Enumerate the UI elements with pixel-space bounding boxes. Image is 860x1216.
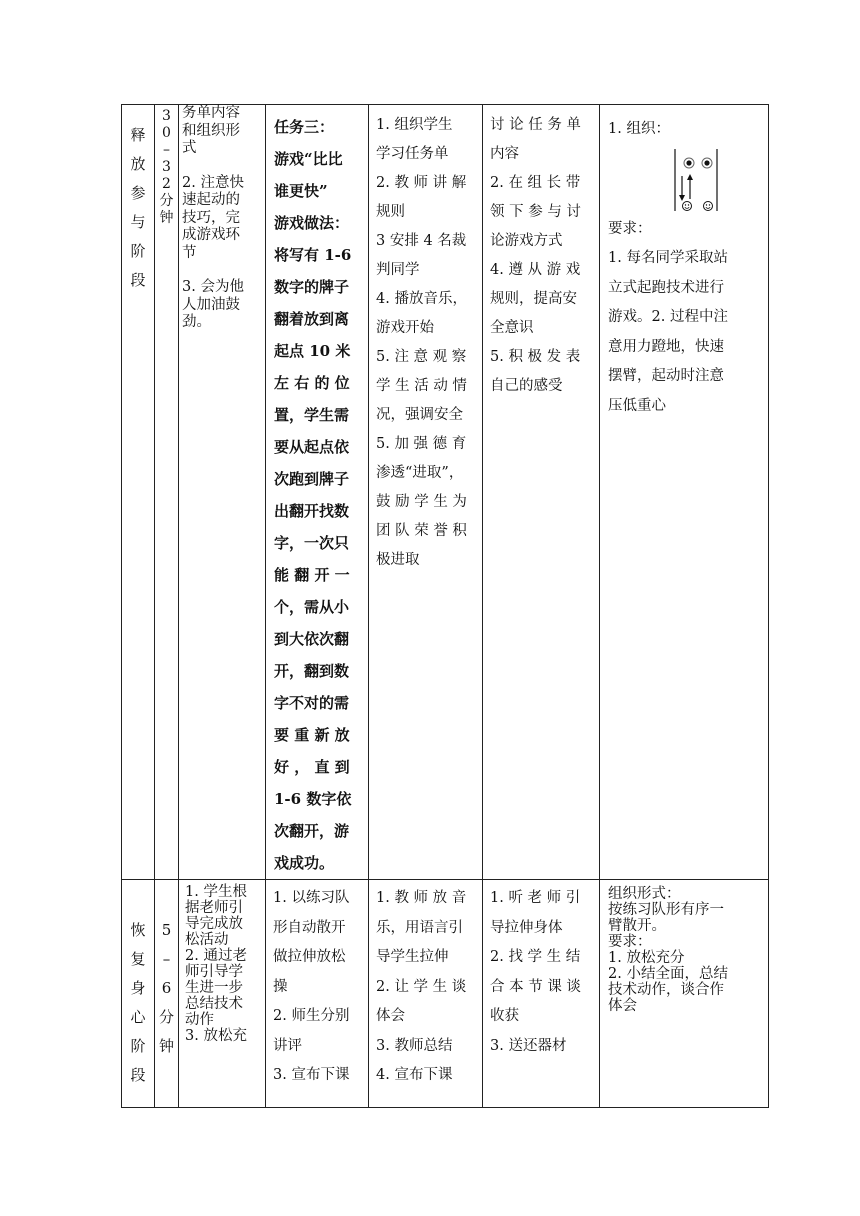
cell-line: 3. 送还器材 <box>490 1037 567 1054</box>
cell-line: 鼓 励 学 生 为 <box>376 494 467 510</box>
cell-line: 游戏开始 <box>376 320 434 336</box>
cell-line: 3. 会为他 <box>182 279 244 295</box>
cell-line: 讲评 <box>273 1037 302 1054</box>
cell-line: 3 安排 4 名裁 <box>376 233 467 249</box>
cell-line: 5. 注 意 观 察 <box>376 349 467 365</box>
time-cell <box>155 105 179 880</box>
vertical-char: 5 <box>161 921 172 939</box>
cell-line: 1. 听 老 师 引 <box>490 890 581 906</box>
cell-line: 游戏。2. 过程中注 <box>608 309 728 325</box>
cell-line: 2. 找 学 生 结 <box>490 949 581 965</box>
cell-line: 成游戏环 <box>182 227 240 243</box>
cell-line: 字不对的需 <box>274 694 350 712</box>
cell-line: 次跑到牌子 <box>274 470 350 488</box>
cell-line: 式 <box>182 140 197 156</box>
cell-line: 生进一步 <box>185 980 243 996</box>
vertical-char: 分 <box>159 193 174 209</box>
cell-line: 1. 放松充分 <box>608 950 685 966</box>
cell-line: 松活动 <box>185 932 229 948</box>
vertical-char: 与 <box>130 213 146 231</box>
cell-line: 渗透“进取”， <box>376 465 464 481</box>
cell-line: 况，强调安全 <box>376 407 463 423</box>
cell-line: 1-6 数字依 <box>274 790 352 808</box>
cell-line: 2. 师生分别 <box>273 1008 350 1024</box>
cell-line: 学习任务单 <box>376 146 449 162</box>
cell-line: 1. 每名同学采取站 <box>608 250 728 266</box>
cell-line: 2. 在 组 长 带 <box>490 175 581 191</box>
cell-line: 师引导学 <box>185 964 243 980</box>
cell-line: 立式起跑技术进行 <box>608 279 724 296</box>
cell-line: 领 下 参 与 讨 <box>490 204 581 220</box>
cell-line: 规则，提高安 <box>490 291 577 307</box>
cell-line: 要求： <box>608 934 652 950</box>
cell-line: 游戏“比比 <box>274 150 343 168</box>
cell-line: 动作 <box>185 1012 214 1028</box>
cell-line: 操 <box>273 978 288 995</box>
vertical-char: 复 <box>130 950 146 968</box>
cell-line: 收获 <box>490 1008 519 1024</box>
cell-line: 合 本 节 课 谈 <box>490 978 581 995</box>
organization-cell <box>600 880 769 1108</box>
cell-line: 2. 教 师 讲 解 <box>376 175 467 191</box>
cell-line <box>182 262 262 279</box>
cell-line: 个，需从小 <box>274 598 350 616</box>
cell-line: 体会 <box>608 998 637 1014</box>
cell-line: 组织形式： <box>608 886 681 902</box>
cell-line: 节 <box>182 244 197 261</box>
cell-line: 技术动作，谈合作 <box>608 982 724 998</box>
cell-line: 论游戏方式 <box>490 233 563 249</box>
teacher-activity-cell <box>369 880 483 1108</box>
vertical-char: 阶 <box>130 1037 146 1055</box>
cell-line: 5. 积 极 发 表 <box>490 349 581 365</box>
cell-line: 3. 放松充 <box>185 1028 247 1044</box>
cell-line: 乐，用语言引 <box>376 919 463 936</box>
vertical-char: 心 <box>130 1008 146 1026</box>
cell-line: 压低重心 <box>608 397 666 414</box>
cell-line: 速起动的 <box>182 192 240 208</box>
cell-line: 好 ， 直 到 <box>274 758 350 776</box>
cell-line: 规则 <box>376 204 405 220</box>
cell-line: 出翻开找数 <box>274 502 350 520</box>
cell-line: 做拉伸放松 <box>273 949 346 965</box>
cell-line: 意用力蹬地，快速 <box>608 338 724 355</box>
cell-line: 和组织形 <box>182 122 240 139</box>
relay-formation-diagram <box>672 149 724 215</box>
cell-line: 1. 组织学生 <box>376 117 453 133</box>
cell-line: 务单内容 <box>182 105 240 121</box>
vertical-char: 段 <box>130 1066 146 1084</box>
cell-line: 将写有 1-6 <box>274 246 352 264</box>
cell-line: 戏成功。 <box>274 854 335 872</box>
cell-line: 数字的牌子 <box>274 278 350 296</box>
cell-line: 翻着放到离 <box>274 310 350 328</box>
cell-line: 劲。 <box>182 314 211 330</box>
goals-cell <box>179 880 266 1108</box>
student-activity-cell <box>483 105 600 880</box>
goals-cell <box>179 105 266 880</box>
lesson-plan-table <box>121 104 769 1108</box>
cell-line: 据老师引 <box>185 900 243 916</box>
cell-line: 1. 学生根 <box>185 884 247 900</box>
cell-line: 字，一次只 <box>274 534 350 552</box>
cell-line: 团 队 荣 誉 积 <box>376 523 467 539</box>
cell-line: 导拉伸身体 <box>490 919 563 936</box>
cell-line: 置，学生需 <box>274 406 350 424</box>
cell-line: 2. 注意快 <box>182 174 244 191</box>
cell-line: 到大依次翻 <box>274 630 350 648</box>
row-release-phase <box>122 105 769 880</box>
cell-line: 臂散开。 <box>608 918 666 934</box>
vertical-char: 恢 <box>130 921 146 939</box>
cell-line: 按练习队形有序一 <box>608 902 724 918</box>
cell-line: 要求： <box>608 220 652 237</box>
cell-line: 讨 论 任 务 单 <box>490 117 581 133</box>
cell-line: 开，翻到数 <box>274 662 350 680</box>
vertical-char: 6 <box>161 979 172 997</box>
cell-line: 人加油鼓 <box>182 296 240 313</box>
cell-line: 技巧，完 <box>182 209 240 226</box>
vertical-char: 0 <box>162 125 171 141</box>
vertical-char: 钟 <box>158 1037 174 1055</box>
cell-line: 导完成放 <box>185 916 243 932</box>
phase-cell <box>122 880 155 1108</box>
cell-line: 游戏做法： <box>274 214 350 232</box>
vertical-char: 放 <box>130 155 146 173</box>
vertical-char: 分 <box>158 1008 174 1026</box>
cell-line: 3. 宣布下课 <box>273 1067 350 1083</box>
cell-line: 学 生 活 动 情 <box>376 378 467 394</box>
task-cell <box>266 880 369 1108</box>
vertical-char: 3 <box>162 159 171 175</box>
cell-line: 4. 遵 从 游 戏 <box>490 262 581 278</box>
cell-line: 全意识 <box>490 320 534 336</box>
cell-line: 要从起点依 <box>274 438 350 456</box>
cell-line: 次翻开，游 <box>274 822 350 840</box>
vertical-char: 3 <box>162 108 171 124</box>
vertical-char: 段 <box>130 271 146 289</box>
cell-line: 自己的感受 <box>490 378 563 394</box>
cell-line: 左 右 的 位 <box>274 374 350 392</box>
vertical-char: 钟 <box>159 210 174 226</box>
cell-line: 4. 宣布下课 <box>376 1067 453 1083</box>
cell-line: 导学生拉伸 <box>376 949 449 965</box>
organization-title: 1. 组织： <box>608 121 670 137</box>
cell-line: 形自动散开 <box>273 919 346 936</box>
cell-line: 要 重 新 放 <box>274 726 350 744</box>
vertical-char: 释 <box>130 126 146 144</box>
vertical-char: 2 <box>162 176 171 192</box>
time-cell <box>155 880 179 1108</box>
cell-line: 内容 <box>490 146 519 162</box>
cell-line: 1. 以练习队 <box>273 890 350 906</box>
vertical-char: – <box>162 950 171 968</box>
cell-line: 3. 教师总结 <box>376 1037 453 1054</box>
cell-line: 谁更快” <box>274 182 328 200</box>
cell-line: 总结技术 <box>185 996 243 1012</box>
task-cell <box>266 105 369 880</box>
organization-cell <box>600 105 769 880</box>
cell-line: 起点 10 米 <box>274 342 351 360</box>
vertical-char: 参 <box>130 184 146 202</box>
vertical-char: – <box>163 142 170 158</box>
cell-line: 体会 <box>376 1008 405 1024</box>
row-recovery-phase <box>122 880 769 1108</box>
phase-cell <box>122 105 155 880</box>
teacher-activity-cell <box>369 105 483 880</box>
vertical-char: 阶 <box>130 242 146 260</box>
cell-line: 判同学 <box>376 262 420 278</box>
cell-line: 2. 小结全面，总结 <box>608 966 728 982</box>
cell-line: 摆臂，起动时注意 <box>608 368 724 384</box>
cell-line: 2. 通过老 <box>185 948 247 964</box>
cell-line: 能 翻 开 一 <box>274 566 350 584</box>
cell-line: 极进取 <box>376 552 420 568</box>
cell-line: 任务三： <box>274 118 335 136</box>
cell-line: 1. 教 师 放 音 <box>376 890 467 906</box>
student-activity-cell <box>483 880 600 1108</box>
vertical-char: 身 <box>130 979 146 997</box>
cell-line <box>182 158 262 175</box>
cell-line: 5. 加 强 德 育 <box>376 436 467 452</box>
cell-line: 4. 播放音乐， <box>376 291 467 307</box>
cell-line: 2. 让 学 生 谈 <box>376 978 467 995</box>
